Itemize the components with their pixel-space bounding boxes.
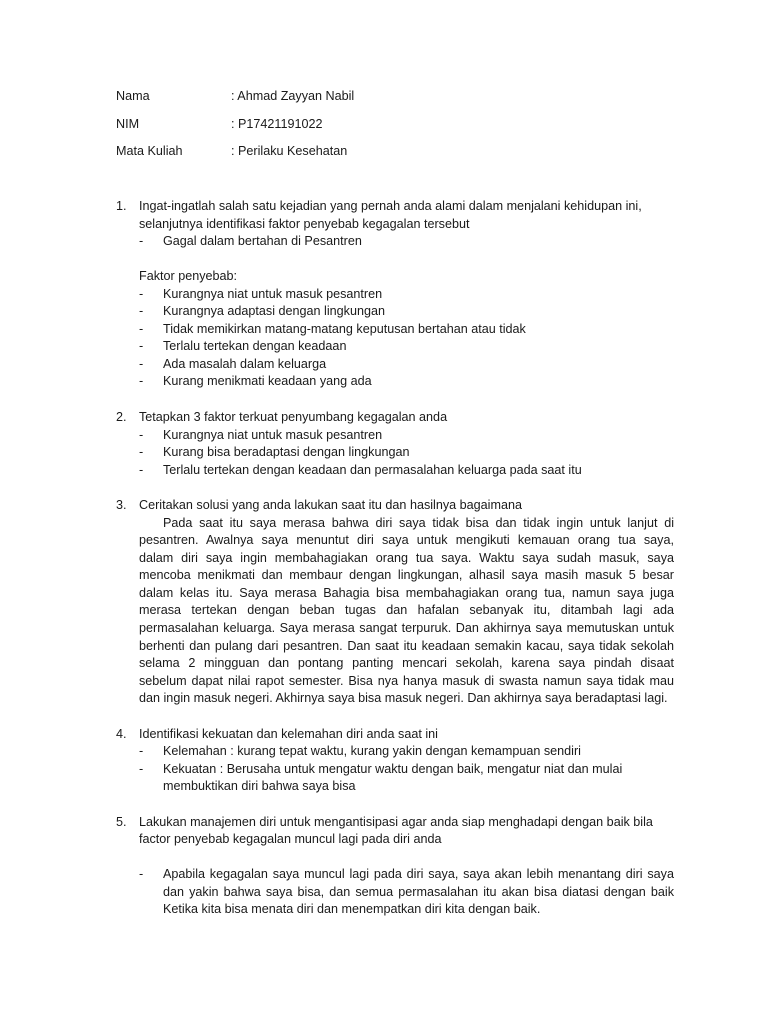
factors-label: Faktor penyebab: (139, 269, 238, 283)
q4-strength: Kekuatan : Berusaha untuk mengatur waktu dengan baik, mengatur niat dan mulai (163, 762, 623, 776)
factor-item: Ada masalah dalam keluarga (163, 357, 327, 371)
course-value: : Perilaku Kesehatan (231, 144, 348, 158)
q3-paragraph-line: dalam diri saya ingin membahagiakan orang tua saya. Waktu saya sudah masuk, saya (139, 551, 674, 565)
q2-number: 2. (116, 410, 127, 424)
bullet: - (139, 445, 144, 459)
q3-paragraph-line: Pada saat itu saya merasa bahwa diri saya tidak bisa dan tidak ingin untuk lanjut di (163, 516, 674, 530)
bullet: - (139, 287, 144, 301)
q2-line: Tetapkan 3 faktor terkuat penyumbang kegagalan anda (139, 410, 448, 424)
factor-item: Kurangnya niat untuk masuk pesantren (163, 287, 383, 301)
factor-item: Kurangnya adaptasi dengan lingkungan (163, 304, 385, 318)
q1-event: Gagal dalam bertahan di Pesantren (163, 234, 362, 248)
q4-weakness: Kelemahan : kurang tepat waktu, kurang yakin dengan kemampuan sendiri (163, 744, 581, 758)
q3-paragraph-line: sebelum dapat nilai rapot semester. Bisa nya hanya masuk di swasta namun saya tidak mau (139, 674, 674, 688)
bullet: - (139, 234, 144, 248)
bullet: - (139, 322, 144, 336)
factor-item: Tidak memikirkan matang-matang keputusan bertahan atau tidak (163, 322, 526, 336)
nim-value: : P17421191022 (231, 117, 323, 131)
q2-item: Terlalu tertekan dengan keadaan dan permasalahan keluarga pada saat itu (163, 463, 582, 477)
q3-paragraph-line: dan ingin masuk negeri. Akhirnya saya bisa masuk negeri. Dan akhirnya saya beradaptasi lagi. (139, 691, 668, 705)
q1-line: Ingat-ingatlah salah satu kejadian yang pernah anda alami dalam menjalani kehidupan ini, (139, 199, 642, 213)
q3-number: 3. (116, 498, 127, 512)
name-label: Nama (116, 89, 150, 103)
q5-line: Lakukan manajemen diri untuk mengantisipasi agar anda siap menghadapi dengan baik bila (139, 815, 653, 829)
q5-line: factor penyebab kegagalan muncul lagi pada diri anda (139, 832, 442, 846)
q3-line: Ceritakan solusi yang anda lakukan saat itu dan hasilnya bagaimana (139, 498, 522, 512)
q5-answer-line: dan yakin bahwa saya bisa, dan semua permasalahan itu akan bisa diatasi dengan baik (163, 885, 674, 899)
q5-answer-line: Apabila kegagalan saya muncul lagi pada diri saya, saya akan lebih menantang diri saya (163, 867, 674, 881)
course-label: Mata Kuliah (116, 144, 183, 158)
bullet: - (139, 304, 144, 318)
nim-label: NIM (116, 117, 140, 131)
q3-paragraph-line: merasa tertekan dengan beban tugas dan hafalan sebanyak itu, ditambah lagi ada (139, 603, 674, 617)
q3-paragraph-line: selama 2 mingguan dan pontang panting mencari sekolah, karena saya pindah disaat (139, 656, 674, 670)
name-value: : Ahmad Zayyan Nabil (231, 89, 355, 103)
bullet: - (139, 744, 144, 758)
bullet: - (139, 867, 144, 881)
factor-item: Terlalu tertekan dengan keadaan (163, 339, 347, 353)
q4-number: 4. (116, 727, 127, 741)
q3-paragraph-line: dalam kelas itu. Saya merasa Bahagia bisa membahagiakan orang tua, namun saya juga (139, 586, 674, 600)
bullet: - (139, 463, 144, 477)
q2-item: Kurang bisa beradaptasi dengan lingkungan (163, 445, 410, 459)
q1-number: 1. (116, 199, 127, 213)
q4-line: Identifikasi kekuatan dan kelemahan diri anda saat ini (139, 727, 438, 741)
q1-line: selanjutnya identifikasi faktor penyebab kegagalan tersebut (139, 217, 470, 231)
q3-paragraph-line: pesantren. Awalnya saya menuntut diri saya untuk mengikuti kemauan orang tua saya, (139, 533, 674, 547)
q2-item: Kurangnya niat untuk masuk pesantren (163, 428, 383, 442)
bullet: - (139, 357, 144, 371)
q5-number: 5. (116, 815, 127, 829)
q3-paragraph-line: permasalahan keluarga. Saya merasa sangat terpuruk. Dan akhirnya saya memutuskan untuk (139, 621, 674, 635)
bullet: - (139, 374, 144, 388)
q4-strength: membuktikan diri bahwa saya bisa (163, 779, 356, 793)
bullet: - (139, 762, 144, 776)
bullet: - (139, 428, 144, 442)
q5-answer-line: Ketika kita bisa menata diri dan menempatkan diri kita dengan baik. (163, 902, 541, 916)
q3-paragraph-line: mencoba menikmati dan membaur dengan lingkungan, alhasil saya masih masuk 5 besar (139, 568, 674, 582)
bullet: - (139, 339, 144, 353)
factor-item: Kurang menikmati keadaan yang ada (163, 374, 372, 388)
q3-paragraph-line: berhenti dan pulang dari pesantren. Dan saat itu keadaan semakin kacau, saya tidak sekolah (139, 639, 674, 653)
